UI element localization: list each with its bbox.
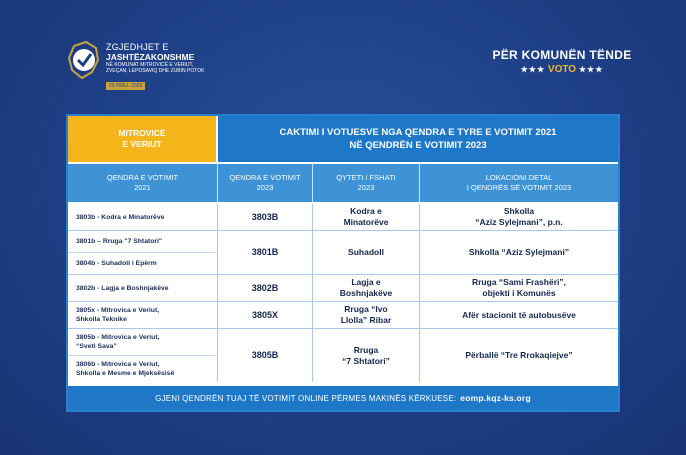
- table-header-row: [68, 164, 618, 202]
- stars-left-icon: ★★★: [520, 65, 546, 74]
- header-city-2023: QYTETI / FSHATI 2023: [313, 164, 420, 202]
- header-center-2021: QENDRA E VOTIMIT 2021: [68, 164, 218, 202]
- location-cell: Shkolla “Aziz Sylejmani”: [468, 247, 570, 257]
- table-row: [68, 302, 618, 329]
- logo-line-3b: ZVEÇAN, LEPOSAVIQ DHE ZUBIN POTOK: [106, 68, 205, 74]
- new-center-code: 3801B: [218, 231, 313, 274]
- search-url-link[interactable]: eomp.kqz-ks.org: [460, 393, 531, 403]
- table-body: [68, 204, 618, 382]
- slogan: [482, 48, 642, 75]
- old-center: 3801b – Rruga "7 Shtatori": [76, 238, 163, 245]
- header-center-2023: QENDRA E VOTIMIT 2023: [218, 164, 313, 202]
- city-cell: Lagja e Boshnjakëve: [313, 275, 420, 301]
- footer-text: GJENI QENDRËN TUAJ TË VOTIMIT ONLINE PËRMES MAKINËS KËRKUESE:: [155, 393, 457, 403]
- logo-date-badge: 23 PRILL 2023: [106, 82, 145, 90]
- old-center: 3805x - Mitrovica e Veriut, Shkolla Teknike: [76, 307, 160, 323]
- location-cell: Përballë “Tre Rrokaqiejve”: [465, 350, 573, 360]
- new-center-code: 3805X: [218, 302, 313, 328]
- old-center: 3804b - Suhadoll i Epërm: [68, 252, 217, 274]
- old-center: 3806b - Mitrovica e Veriut, Shkolla e Mesme e Mjeksësisë: [68, 355, 217, 382]
- slogan-voto: [482, 64, 642, 75]
- table-row: [68, 275, 618, 302]
- new-center-code: 3802B: [218, 275, 313, 301]
- table-row: [68, 329, 618, 382]
- location-cell: Shkolla “Aziz Sylejmani”, p.n.: [475, 206, 563, 227]
- table-row: [68, 231, 618, 275]
- city-cell: Rruga “Ivo Llolla” Ribar: [313, 302, 420, 328]
- header-location: LOKACIONI DETAL I QENDRËS SË VOTIMIT 2023: [466, 173, 572, 192]
- old-center: 3803b - Kodra e Minatorëve: [76, 213, 165, 221]
- old-center: 3802b - Lagja e Boshnjakëve: [76, 284, 169, 292]
- table-title-row: [68, 116, 618, 162]
- table-title: CAKTIMI I VOTUESVE NGA QENDRA E TYRE E VOTIMIT 2021 NË QENDRËN E VOTIMIT 2023: [218, 116, 618, 162]
- search-footer: [68, 386, 618, 410]
- logo-line-1: ZGJEDHJET E: [106, 42, 169, 52]
- table-row: [68, 204, 618, 231]
- voting-centers-table: [66, 114, 620, 412]
- old-center: 3805b - Mitrovica e Veriut, “Sveti Sava”: [76, 334, 160, 350]
- city-cell: Suhadoll: [313, 231, 420, 274]
- slogan-title: PËR KOMUNËN TËNDE: [492, 48, 632, 62]
- location-cell: Rruga “Sami Frashëri”, objekti i Komunës: [471, 277, 566, 298]
- location-cell: Afër stacionit të autobusëve: [462, 309, 576, 320]
- new-center-code: 3805B: [218, 329, 313, 382]
- city-cell: Rruga “7 Shtatori”: [313, 329, 420, 382]
- logo-line-2: JASHTËZAKONSHME: [106, 52, 195, 62]
- stars-right-icon: ★★★: [578, 65, 604, 74]
- city-cell: Kodra e Minatorëve: [313, 204, 420, 230]
- new-center-code: 3803B: [218, 204, 313, 230]
- logo-line-3a: NË KOMUNAT MITROVICË E VERIUT,: [106, 62, 194, 68]
- kosovo-map-check-icon: [66, 40, 102, 82]
- election-logo: [66, 40, 216, 89]
- voto-label: VOTO: [547, 64, 577, 75]
- municipality-label: MITROVICË E VERIUT: [68, 116, 218, 162]
